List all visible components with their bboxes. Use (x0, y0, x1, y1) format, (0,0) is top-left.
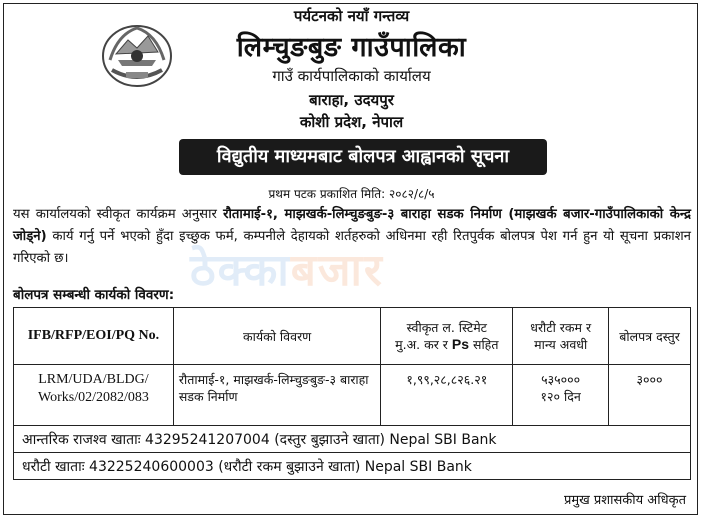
signatory-title: प्रमुख प्रशासकीय अधिकृत (563, 493, 686, 508)
body-intro: यस कार्यालयको स्वीकृत कार्यक्रम अनुसार (13, 207, 224, 222)
watermark-logo: ठेक्काबजार (190, 245, 384, 296)
revenue-account: आन्तरिक राजश्व खाताः 43295241207004 (दस्तुर बुझाउने खाता) Nepal SBI Bank (14, 426, 691, 453)
header-estimate: स्वीकृत ल. स्टिमेट मु.अ. कर र Ps सहित (381, 308, 513, 365)
bid-fee: ३००० (609, 365, 691, 426)
body-rest: कार्य गर्नु पर्ने भएको हुँदा इच्छुक फर्म, कम्पनीले देहायको शर्तहरुको अधिनमा रही रितपुर्वक बोलपत्र पेश गर्न हुन यो सूचना प्रकाशन गरिएको छ। (13, 229, 691, 266)
header-deposit: धरौटी रकम र मान्य अवधी (513, 308, 609, 365)
table-header-row (14, 308, 691, 365)
municipality-name: लिम्चुङबुङ गाउँपालिका (236, 32, 467, 63)
province: कोशी प्रदेश, नेपाल (299, 113, 404, 131)
bid-details-table (13, 307, 691, 480)
table-row (14, 365, 691, 426)
header-ifb-no: IFB/RFP/EOI/PQ No. (14, 308, 174, 365)
publication-date: प्रथम पटक प्रकाशित मिति: २०८२/८/५ (268, 187, 435, 201)
deposit-cell (513, 365, 609, 426)
office-name: गाउँ कार्यपालिकाको कार्यालय (272, 67, 431, 85)
header-bid-fee: बोलपत्र दस्तुर (609, 308, 691, 365)
notice-title: विद्युतीय माध्यमबाट बोलपत्र आह्वानको सूचना (179, 139, 547, 175)
deposit-amount: ५३५००० (541, 372, 581, 387)
tagline: पर्यटनको नयाँ गन्तव्य (293, 7, 410, 25)
table-row (14, 426, 691, 453)
work-description: रौतामाई-१, माझखर्क-लिम्चुङबुङ-३ बाराहा सडक निर्माण (173, 365, 381, 426)
estimate-amount: १,९९,२८,८२६.२१ (381, 365, 513, 426)
ifb-number: LRM/UDA/BLDG/ Works/02/2082/083 (14, 365, 174, 426)
section-title: बोलपत्र सम्बन्धी कार्यको विवरण: (13, 287, 175, 303)
table-row (14, 453, 691, 480)
validity-period: १२० दिन (540, 389, 581, 404)
header-work-description: कार्यको विवरण (173, 308, 381, 365)
deposit-account: धरौटी खाताः 43225240600003 (धरौटी रकम बुझाउने खाता) Nepal SBI Bank (14, 453, 691, 480)
office-address: बाराहा, उदयपुर (309, 91, 394, 109)
project-name: रौतामाई-१, माझखर्क-लिम्चुङबुङ-३ बाराहा सडक निर्माण (माझखर्क बजार-गाउँपालिकाको केन्द्र जोड्ने) (13, 207, 691, 244)
